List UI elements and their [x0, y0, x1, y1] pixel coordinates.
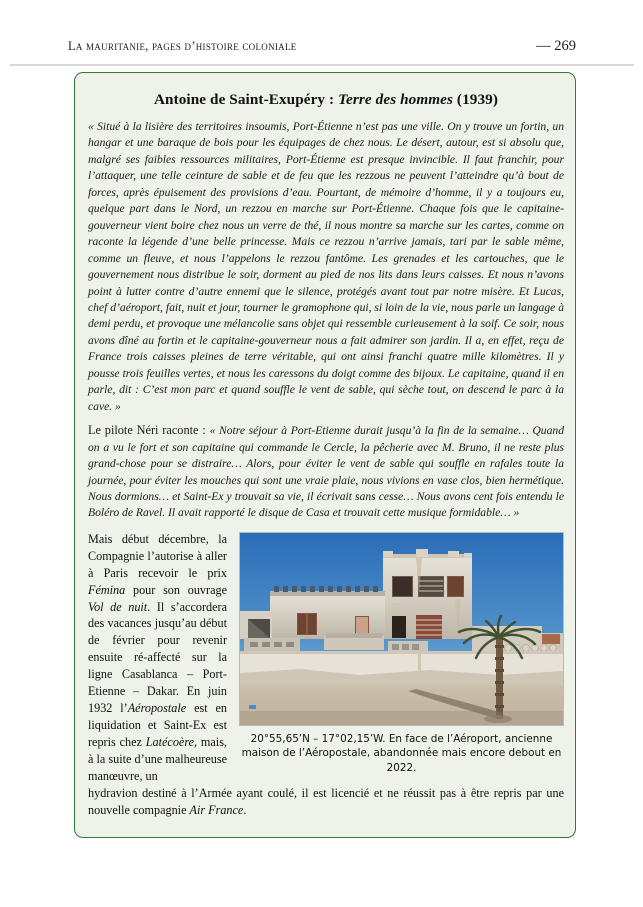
- name-air-france: Air France: [189, 803, 244, 818]
- name-aeropostale: Aéropostale: [127, 700, 187, 715]
- tail-text-2: .: [243, 803, 247, 818]
- header-divider-rule: [10, 64, 634, 66]
- photo-abandoned-aeropostale-house: [239, 532, 564, 726]
- body-text-1: Mais début décembre, la Compagnie l’autorise à aller à Paris recevoir le prix: [88, 531, 227, 580]
- quotation-2-lead-in: Le pilote Néri raconte :: [88, 423, 210, 438]
- box-title: [88, 91, 564, 109]
- page-number: — 269: [536, 38, 576, 54]
- body-text-5: , mais, à la suite d’une malheureuse manœuvre, un: [88, 734, 227, 783]
- page-running-head: [68, 38, 576, 64]
- figure-caption: 20°55,65’N – 17°02,15’W. En face de l’Aéroport, ancienne maison de l’Aéropostale, abandonnée mais encore debout en 2022.: [241, 732, 562, 774]
- box-title-author: Antoine de Saint-Exupéry :: [153, 91, 339, 108]
- figure-block: [239, 532, 564, 775]
- box-title-year: (1939): [453, 91, 499, 108]
- body-text-2: pour son ouvrage: [125, 582, 227, 597]
- quotation-paragraph-2: [88, 422, 564, 522]
- body-paragraph-tail: [88, 785, 564, 819]
- running-head-title: La mauritanie, pages d’histoire coloniale: [68, 39, 297, 53]
- highlight-box: [74, 72, 576, 838]
- body-text-flow: [88, 531, 564, 819]
- body-text-3: . Il s’accordera des vacances jusqu’au début de février pour revenir ensuite ré-affecté sur la ligne Casablanca – Port-Etienne – Dakar. En juin 1932 l’: [88, 599, 227, 715]
- title-femina: Fémina: [88, 582, 126, 597]
- quotation-2-text: « Notre séjour à Port-Etienne durait jusqu’à la fin de la semaine… Quand on a vu le fort et son capitaine qui commande le Cercle, la pêcherie avec M. Bruno, il ne reste plus grand-chose pour se distraire… Alors, pour éviter le vent de sable qui souffle en rafales toute la journée, pour éviter les mouches qui sont une vraie plaie, nous vivions en vase clos, bien hermétique. Nous dormions… et Saint-Ex y trouvait sa vie, il écrivait sans cesse… Nous avons cent fois entendu le Boléro de Ravel. Il avait rapporté le disque de Casa et trouvait cette musique formidable… »: [88, 424, 564, 520]
- quotation-paragraph-1: « Situé à la lisière des territoires insoumis, Port-Étienne n’est pas une ville. On y trouve un fortin, un hangar et une baraque de bois pour les équipages de chez nous. Le désert, autour, est si absolu que, malgré ses faibles ressources militaires, Port-Étienne est presque invincible. Il faut franchir, pour l’attaquer, une telle ceinture de sable et de feu que les rezzous ne peuvent l’atteindre qu’à bout de forces, après épuisement des provisions d’eau. Pourtant, de mémoire d’homme, il y a toujours eu, quelque part dans le Nord, un rezzou en marche sur Port-Étienne. Chaque fois que le capitaine-gouverneur vient boire chez nous un verre de thé, il nous montre sa marche sur les cartes, comme on raconte la légende d’une belle princesse. Mais ce rezzou n’arrive jamais, tari par le sable même, comme un fleuve, et nous l’appelons le rezzou fantôme. Les grenades et les cartouches, que le gouvernement nous distribue le soir, dorment au pied de nos lits dans leurs caisses. Et nous n’avons point à lutter contre d’autre ennemi que le silence, protégés avant tout par notre misère. Et Lucas, chef d’aéroport, fait, nuit et jour, tourner le gramophone qui, si loin de la vie, nous parle un langage à demi perdu, et provoque une mélancolie sans objet qui ressemble curieusement à la soif. Ce soir, nous avons dîné au fortin et le capitaine-gouverneur nous a fait admirer son jardin. Il a, en effet, reçu de France trois caisses pleines de terre véritable, qui ont ainsi franchi quatre mille kilomètres. Il y pousse trois feuilles vertes, et nous les caressons du doigt comme des bijoux. Le capitaine, quand il en parle, dit : C’est mon parc et quand souffle le vent de sable, qui sèche tout, on descend le parc à la cave. »: [88, 120, 564, 413]
- tail-text-1: hydravion destiné à l’Armée ayant coulé, il est licencié et ne réussit pas à être repris par une nouvelle compagnie: [88, 786, 564, 818]
- body-text-4: est en liquidation et Saint-Ex est repris chez: [88, 700, 227, 749]
- title-vol-de-nuit: Vol de nuit: [88, 599, 148, 614]
- box-title-work: Terre des hommes: [338, 91, 454, 108]
- name-latecoere: Latécoère: [145, 734, 195, 749]
- highlight-box-content: [88, 83, 564, 819]
